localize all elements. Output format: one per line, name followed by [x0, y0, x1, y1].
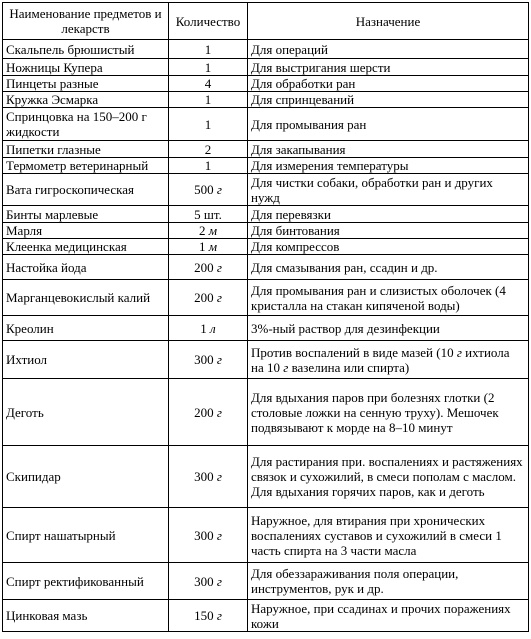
quantity-value: 1 [204, 59, 212, 75]
item-purpose: Для вдыхания паров при болезнях глотки (2 столовые ложки на сенную труху). Мешочек подвязывают к морде на 8–10 минут [248, 379, 529, 446]
purpose-text: ихтиола на 10 [251, 344, 510, 375]
item-name: Марля [3, 223, 169, 239]
item-name: Ихтиол [3, 341, 169, 379]
table-row [3, 141, 529, 158]
item-quantity [169, 563, 248, 600]
table-row [3, 108, 529, 141]
quantity-value: 200 [194, 404, 214, 420]
item-name: Пипетки глазные [3, 141, 169, 158]
item-purpose: Для спринцеваний [248, 92, 529, 108]
item-name: Настойка йода [3, 255, 169, 280]
table-row [3, 174, 529, 206]
item-name: Креолин [3, 316, 169, 341]
quantity-value: 150 [194, 608, 214, 623]
table-row [3, 255, 529, 280]
item-purpose: Для обеззараживания поля операции, инструментов, рук и др. [248, 563, 529, 600]
item-name: Деготь [3, 379, 169, 446]
item-quantity [169, 508, 248, 563]
quantity-unit: м [208, 223, 218, 238]
table-row [3, 158, 529, 174]
item-name: Термометр ветеринарный [3, 158, 169, 174]
item-name: Спринцовка на 150–200 г жидкости [3, 108, 169, 141]
quantity-unit: г [216, 469, 222, 484]
item-quantity [169, 76, 248, 92]
item-name: Пинцеты разные [3, 76, 169, 92]
table-row [3, 316, 529, 341]
item-purpose: Для обработки ран [248, 76, 529, 92]
purpose-unit: г [456, 344, 462, 360]
item-quantity [169, 92, 248, 108]
item-name: Бинты марлевые [3, 206, 169, 223]
quantity-unit: м [208, 239, 218, 254]
item-quantity [169, 255, 248, 280]
item-quantity [169, 174, 248, 206]
item-purpose: Для промывания ран и слизистых оболочек (4 кристалла на стакан кипяченой воды) [248, 280, 529, 316]
item-purpose: Для промывания ран [248, 108, 529, 141]
quantity-unit: л [210, 320, 216, 336]
purpose-unit: г [283, 359, 289, 375]
quantity-unit: г [216, 608, 222, 623]
item-quantity [169, 59, 248, 76]
item-quantity [169, 206, 248, 223]
item-purpose: Для чистки собаки, обработки ран и других нужд [248, 174, 529, 206]
item-quantity [169, 316, 248, 341]
table-row [3, 280, 529, 316]
table-row [3, 40, 529, 59]
item-purpose: Наружное, при ссадинах и прочих поражениях кожи [248, 600, 529, 632]
item-quantity [169, 239, 248, 255]
quantity-unit: г [216, 404, 222, 420]
quantity-value: 300 [194, 469, 214, 484]
item-quantity [169, 40, 248, 59]
table-row [3, 446, 529, 508]
item-name: Спирт нашатырный [3, 508, 169, 563]
item-quantity [169, 379, 248, 446]
item-purpose: Для выстригания шерсти [248, 59, 529, 76]
table-row [3, 600, 529, 632]
header-name: Наименование предметов и лекарств [3, 3, 169, 40]
table-row [3, 223, 529, 239]
table-row [3, 341, 529, 379]
table-header-row [3, 3, 529, 40]
quantity-value: 1 [200, 320, 207, 336]
item-quantity [169, 158, 248, 174]
item-name: Скипидар [3, 446, 169, 508]
quantity-value: 1 [204, 41, 212, 57]
item-purpose: Для измерения температуры [248, 158, 529, 174]
item-quantity [169, 446, 248, 508]
quantity-value: 300 [194, 352, 214, 367]
quantity-value: 500 [194, 182, 214, 197]
quantity-value: 1 [204, 116, 212, 132]
item-purpose: Для операций [248, 40, 529, 59]
quantity-value: 1 [204, 158, 212, 173]
item-name: Вата гигроскопическая [3, 174, 169, 206]
quantity-value: 2 [198, 223, 206, 238]
table-row [3, 59, 529, 76]
item-purpose: Для растирания при. воспалениях и растяжениях связок и сухожилий, в смеси пополам с маслом. Для вдыхания горячих паров, как и деготь [248, 446, 529, 508]
item-quantity [169, 341, 248, 379]
item-purpose: Для компрессов [248, 239, 529, 255]
quantity-value: 1 [198, 239, 206, 254]
item-purpose: Для бинтования [248, 223, 529, 239]
item-name: Клеенка медицинская [3, 239, 169, 255]
quantity-unit: г [216, 527, 222, 543]
item-purpose: 3%-ный раствор для дезинфекции [248, 316, 529, 341]
item-purpose [248, 341, 529, 379]
quantity-value: 5 шт. [194, 206, 222, 222]
item-quantity [169, 223, 248, 239]
quantity-unit: г [216, 573, 222, 589]
quantity-value: 300 [194, 573, 214, 589]
table-row [3, 379, 529, 446]
table-row [3, 92, 529, 108]
item-quantity [169, 280, 248, 316]
item-name: Спирт ректификованный [3, 563, 169, 600]
purpose-text: вазелина или спирта) [288, 359, 410, 375]
table-row [3, 239, 529, 255]
item-purpose: Для закапывания [248, 141, 529, 158]
item-quantity [169, 600, 248, 632]
table-row [3, 76, 529, 92]
item-purpose: Наружное, для втирания при хронических воспалениях суставов и сухожилий в смеси 1 часть спирта на 3 части масла [248, 508, 529, 563]
quantity-value: 300 [194, 527, 214, 543]
item-name: Ножницы Купера [3, 59, 169, 76]
quantity-value: 1 [204, 92, 212, 107]
item-name: Марганцевокислый калий [3, 280, 169, 316]
item-purpose: Для перевязки [248, 206, 529, 223]
item-purpose: Для смазывания ран, ссадин и др. [248, 255, 529, 280]
quantity-value: 4 [204, 76, 212, 91]
quantity-unit: г [216, 259, 222, 275]
item-quantity [169, 141, 248, 158]
quantity-value: 200 [194, 259, 214, 275]
purpose-text: Против воспалений в виде мазей (10 [251, 344, 457, 360]
quantity-value: 2 [204, 141, 212, 157]
quantity-unit: г [216, 290, 222, 305]
quantity-unit: г [216, 352, 222, 367]
table-row [3, 563, 529, 600]
item-name: Скальпель брюшистый [3, 40, 169, 59]
header-quantity: Количество [169, 3, 248, 40]
item-name: Кружка Эсмарка [3, 92, 169, 108]
table-row [3, 508, 529, 563]
table-row [3, 206, 529, 223]
supplies-table [2, 2, 529, 632]
item-name: Цинковая мазь [3, 600, 169, 632]
quantity-value: 200 [194, 290, 214, 305]
item-quantity [169, 108, 248, 141]
quantity-unit: г [216, 182, 222, 197]
header-purpose: Назначение [248, 3, 529, 40]
